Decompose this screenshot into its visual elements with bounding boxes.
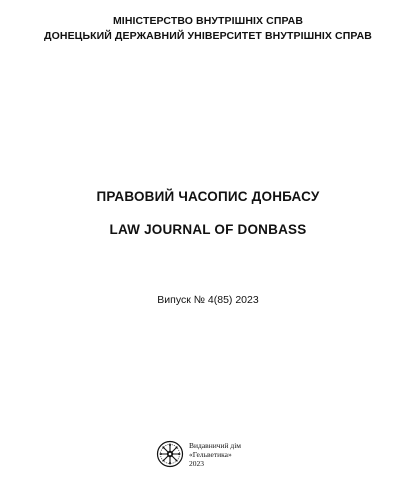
university-name: ДОНЕЦЬКИЙ ДЕРЖАВНИЙ УНІВЕРСИТЕТ ВНУТРІШНІХ СПРАВ bbox=[44, 30, 372, 42]
publisher-year: 2023 bbox=[189, 458, 204, 468]
header bbox=[0, 14, 416, 44]
publisher-name-line2: «Гельветика» bbox=[189, 449, 232, 459]
ministry-name: МІНІСТЕРСТВО ВНУТРІШНІХ СПРАВ bbox=[112, 15, 304, 27]
helvetica-publisher-emblem-icon bbox=[156, 440, 184, 468]
journal-title-english: LAW JOURNAL OF DONBASS bbox=[109, 222, 307, 237]
issue-number: Випуск № 4(85) 2023 bbox=[157, 294, 259, 306]
journal-title-ukrainian: ПРАВОВИЙ ЧАСОПИС ДОНБАСУ bbox=[96, 189, 320, 204]
journal-titles bbox=[0, 188, 416, 238]
publisher-text bbox=[189, 441, 241, 468]
publisher-block bbox=[156, 440, 241, 468]
publisher-name-line1: Видавничий дім bbox=[189, 440, 242, 450]
